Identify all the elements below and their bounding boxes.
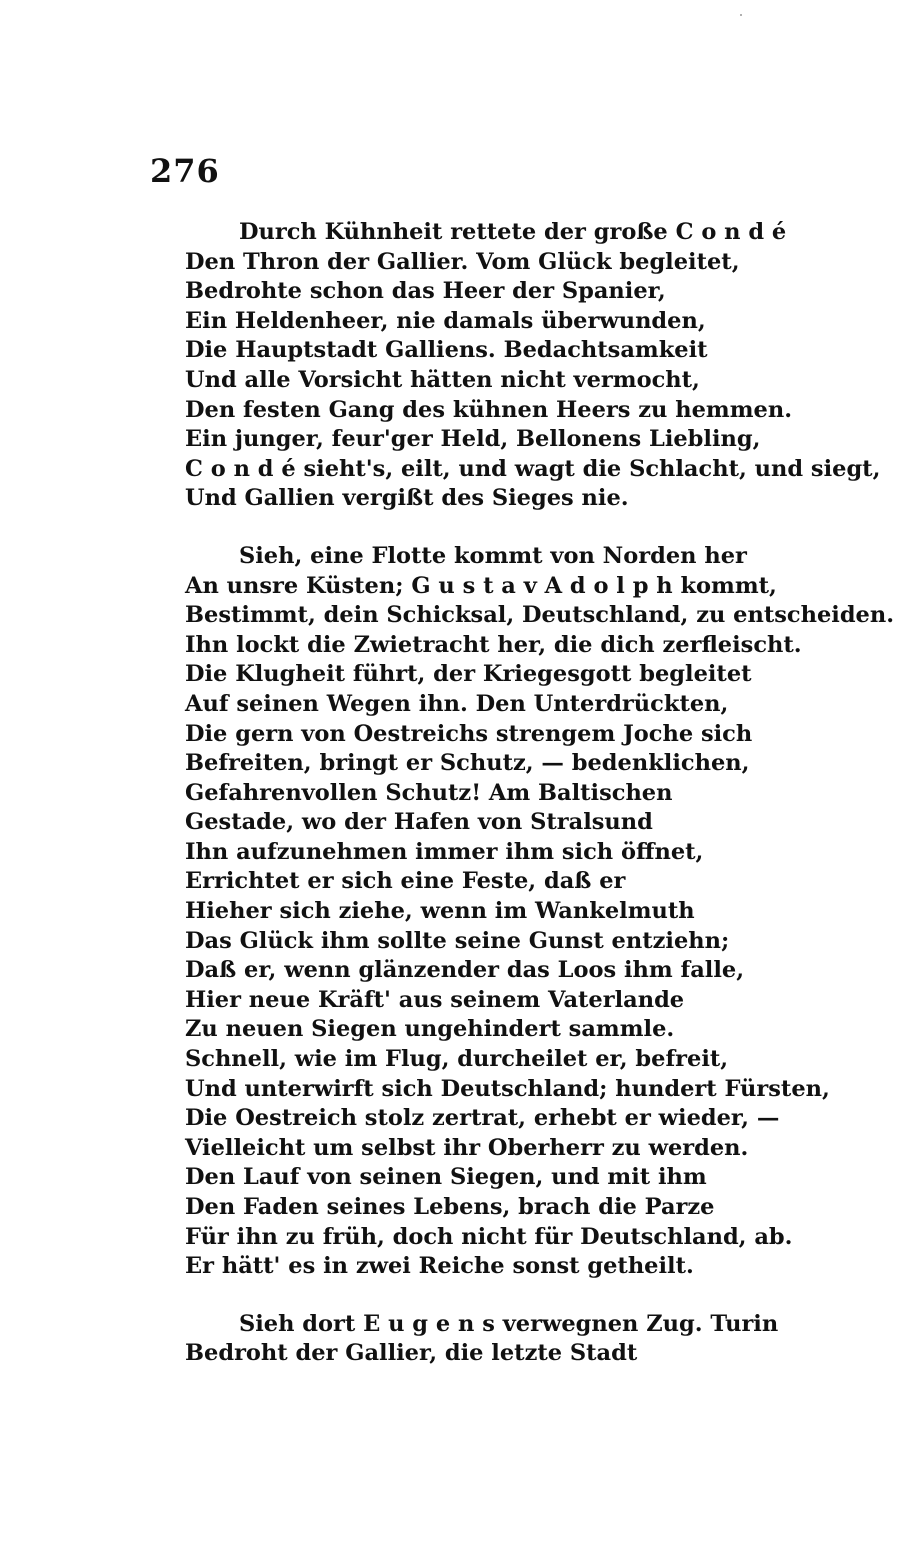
verse-line: Vielleicht um selbst ihr Oberherr zu werden. [185, 1134, 749, 1161]
stanza-gustav-adolph [185, 542, 895, 1282]
verse-line: Ein Heldenheer, nie damals überwunden, [185, 307, 706, 334]
verse-line: Bedrohte schon das Heer der Spanier, [185, 278, 666, 305]
verse-line: Gestade, wo der Hafen von Stralsund [185, 809, 653, 836]
verse-line: Den festen Gang des kühnen Heers zu hemmen. [185, 396, 793, 423]
stanza-conde [185, 218, 881, 514]
paper-speck [740, 14, 742, 16]
verse-line: Und Gallien vergißt des Sieges nie. [185, 485, 629, 512]
verse-line: Das Glück ihm sollte seine Gunst entziehn; [185, 927, 730, 954]
verse-line: Er hätt' es in zwei Reiche sonst getheilt. [185, 1253, 694, 1280]
verse-line: Die Hauptstadt Galliens. Bedachtsamkeit [185, 337, 708, 364]
poem-text [185, 218, 895, 1369]
verse-line: Sieh dort E u g e n s verwegnen Zug. Turin [239, 1310, 779, 1337]
verse-line: Ihn lockt die Zwietracht her, die dich zerfleischt. [185, 631, 802, 658]
stanza-eugen [185, 1310, 825, 1369]
verse-line: Ihn aufzunehmen immer ihm sich öffnet, [185, 838, 704, 865]
verse-line: Den Lauf von seinen Siegen, und mit ihm [185, 1164, 707, 1191]
verse-line: Und unterwirft sich Deutschland; hundert Fürsten, [185, 1075, 830, 1102]
verse-line: C o n d é sieht's, eilt, und wagt die Schlacht, und siegt, [185, 455, 881, 482]
verse-line: Hieher sich ziehe, wenn im Wankelmuth [185, 898, 695, 925]
verse-line: Die Oestreich stolz zertrat, erhebt er wieder, — [185, 1105, 780, 1132]
verse-line: Die gern von Oestreichs strengem Joche sich [185, 720, 753, 747]
verse-line: Befreiten, bringt er Schutz, — bedenklichen, [185, 750, 750, 777]
verse-line: Durch Kühnheit rettete der große C o n d é [239, 219, 787, 245]
verse-line: Hier neue Kräft' aus seinem Vaterlande [185, 986, 685, 1013]
verse-line: Den Faden seines Lebens, brach die Parze [185, 1194, 715, 1220]
verse-line: Ein junger, feur'ger Held, Bellonens Liebling, [185, 426, 761, 453]
verse-line: Bedroht der Gallier, die letzte Stadt [185, 1340, 638, 1367]
verse-line: Sieh, eine Flotte kommt von Norden her [239, 542, 747, 569]
page-number: 276 [150, 152, 220, 190]
verse-line: Die Klugheit führt, der Kriegesgott begleitet [185, 661, 752, 688]
verse-line: Bestimmt, dein Schicksal, Deutschland, zu entscheiden. [185, 602, 895, 629]
verse-line: Schnell, wie im Flug, durcheilet er, befreit, [185, 1046, 729, 1073]
verse-line: Gefahrenvollen Schutz! Am Baltischen [185, 779, 673, 806]
verse-line: Und alle Vorsicht hätten nicht vermocht, [185, 366, 700, 393]
verse-line: Daß er, wenn glänzender das Loos ihm falle, [185, 957, 745, 984]
verse-line: Für ihn zu früh, doch nicht für Deutschland, ab. [185, 1223, 793, 1250]
verse-line: An unsre Küsten; G u s t a v A d o l p h kommt, [185, 572, 777, 599]
verse-line: Errichtet er sich eine Feste, daß er [185, 868, 626, 895]
verse-line: Auf seinen Wegen ihn. Den Unterdrückten, [185, 690, 729, 717]
verse-line: Den Thron der Gallier. Vom Glück begleitet, [185, 248, 740, 275]
verse-line: Zu neuen Siegen ungehindert sammle. [185, 1016, 675, 1043]
